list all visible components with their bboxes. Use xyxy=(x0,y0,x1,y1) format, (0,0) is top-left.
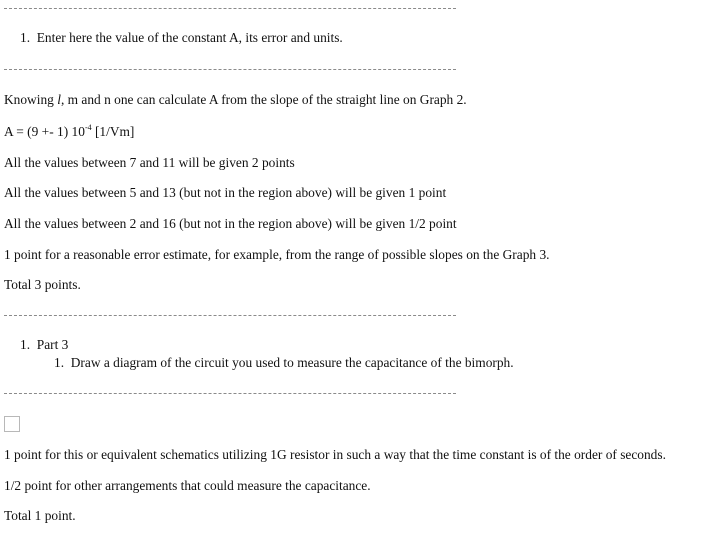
answer-1-intro xyxy=(4,92,467,108)
question-1-number: 1. xyxy=(20,30,31,45)
total-points: Total 3 points. xyxy=(4,277,81,292)
formula-exponent: -4 xyxy=(84,122,92,132)
divider xyxy=(4,69,456,70)
divider xyxy=(4,8,456,9)
answer-2-line: 1/2 point for other arrangements that could measure the capacitance. xyxy=(4,478,371,493)
intro-text-rest: , m and n one can calculate A from the slope of the straight line on Graph 2. xyxy=(60,92,467,107)
rule-line: All the values between 2 and 16 (but not in the region above) will be given 1/2 point xyxy=(4,216,457,231)
divider xyxy=(4,393,456,394)
formula-main: A = (9 +- 1) 10 xyxy=(4,124,85,139)
question-2-sub-number: 1. xyxy=(54,355,65,370)
formula xyxy=(4,124,134,140)
question-2-part: Part 3 xyxy=(36,337,69,352)
divider xyxy=(4,315,456,316)
rule-line: 1 point for a reasonable error estimate, for example, from the range of possible slopes on the Graph 3. xyxy=(4,247,550,262)
rule-line: All the values between 5 and 13 (but not in the region above) will be given 1 point xyxy=(4,185,447,200)
question-2-number: 1. xyxy=(20,337,31,352)
question-2 xyxy=(20,337,68,353)
question-1-text: Enter here the value of the constant A, its error and units. xyxy=(36,30,343,45)
question-2-sub-text: Draw a diagram of the circuit you used to measure the capacitance of the bimorph. xyxy=(70,355,514,370)
broken-image-icon xyxy=(4,416,20,432)
intro-italic-l: l xyxy=(57,92,61,107)
rule-line: All the values between 7 and 11 will be given 2 points xyxy=(4,155,295,170)
intro-text: Knowing xyxy=(4,92,58,107)
question-2-sub xyxy=(54,355,514,371)
question-1 xyxy=(20,30,343,46)
answer-2-line: 1 point for this or equivalent schematics utilizing 1G resistor in such a way that the time constant is of the order of seconds. xyxy=(4,447,666,462)
formula-unit: [1/Vm] xyxy=(91,124,135,139)
total-points: Total 1 point. xyxy=(4,508,76,523)
